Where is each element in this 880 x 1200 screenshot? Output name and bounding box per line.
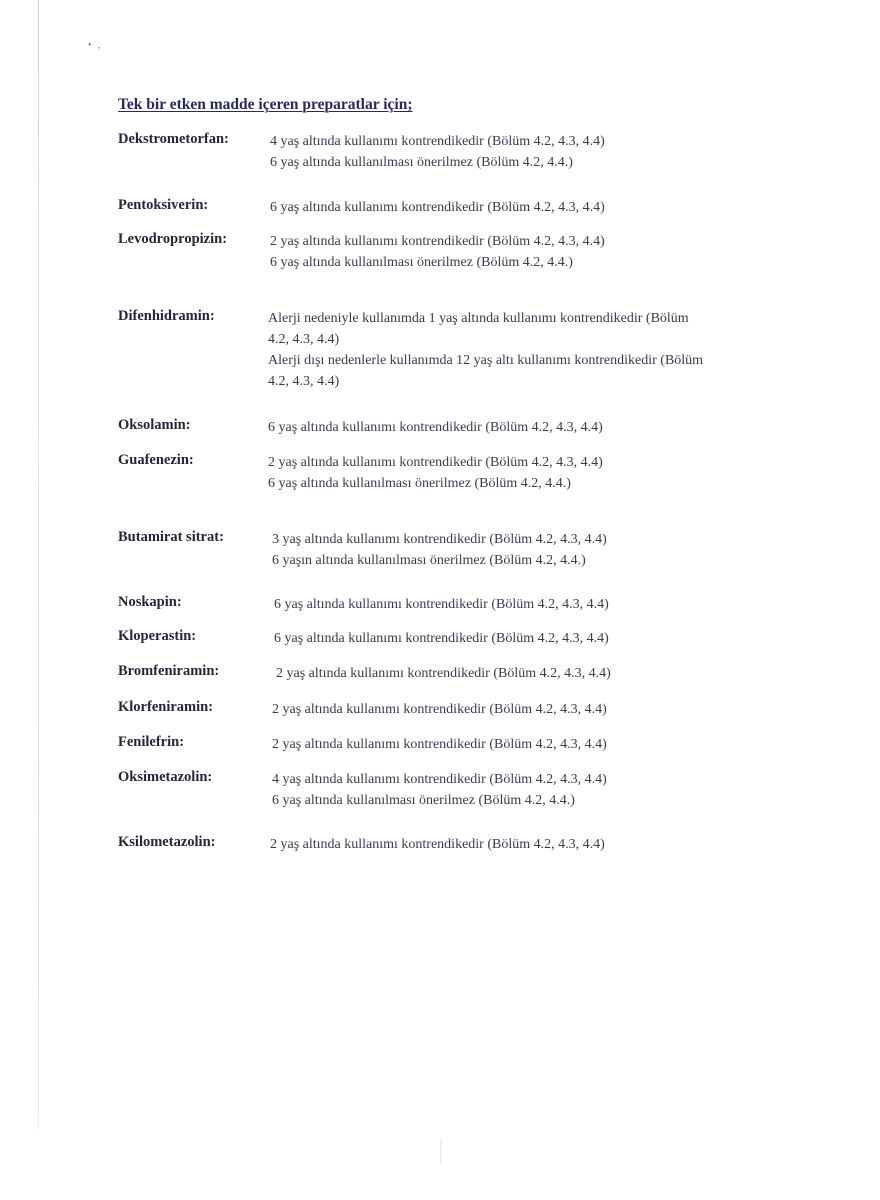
entry-label: Bromfeniramin: (118, 663, 220, 679)
description-line: 6 yaşın altında kullanılması önerilmez (Bölüm 4.2, 4.4.) (272, 553, 586, 568)
entry-description (274, 628, 794, 649)
entry-label: Pentoksiverin: (118, 197, 209, 213)
description-line: Alerji nedeniyle kullanımda 1 yaş altında kullanımı kontrendikedir (Bölüm (268, 311, 689, 326)
description-line: 6 yaş altında kullanımı kontrendikedir (Bölüm 4.2, 4.3, 4.4) (270, 200, 605, 215)
entry-label: Butamirat sitrat: (118, 529, 224, 545)
entry-label: Oksimetazolin: (118, 769, 213, 785)
description-line: 6 yaş altında kullanılması önerilmez (Bölüm 4.2, 4.4.) (270, 155, 573, 170)
entry-description (268, 452, 788, 494)
description-line: 4.2, 4.3, 4.4) (268, 332, 340, 347)
entry-label: Ksilometazolin: (118, 834, 216, 850)
description-line: 6 yaş altında kullanılması önerilmez (Bölüm 4.2, 4.4.) (268, 476, 571, 491)
entry-label: Klorfeniramin: (118, 699, 214, 715)
description-line: 2 yaş altında kullanımı kontrendikedir (Bölüm 4.2, 4.3, 4.4) (272, 702, 607, 717)
scan-specks: • , (88, 40, 103, 51)
description-line: 3 yaş altında kullanımı kontrendikedir (Bölüm 4.2, 4.3, 4.4) (272, 532, 607, 547)
description-line: 6 yaş altında kullanılması önerilmez (Bölüm 4.2, 4.4.) (272, 793, 575, 808)
entry-description (270, 834, 790, 855)
description-line: 6 yaş altında kullanımı kontrendikedir (Bölüm 4.2, 4.3, 4.4) (274, 597, 609, 612)
description-line: Alerji dışı nedenlerle kullanımda 12 yaş altı kullanımı kontrendikedir (Bölüm (268, 353, 704, 368)
entry-description (272, 734, 792, 755)
section-heading: Tek bir etken madde içeren preparatlar için; (118, 96, 413, 113)
description-line: 2 yaş altında kullanımı kontrendikedir (Bölüm 4.2, 4.3, 4.4) (272, 737, 607, 752)
left-margin-line (38, 0, 39, 1130)
description-line: 4.2, 4.3, 4.4) (268, 374, 340, 389)
entry-description (276, 663, 796, 684)
description-line: 2 yaş altında kullanımı kontrendikedir (Bölüm 4.2, 4.3, 4.4) (270, 837, 605, 852)
entry-description (270, 131, 790, 173)
entry-label: Difenhidramin: (118, 308, 215, 324)
description-line: 2 yaş altında kullanımı kontrendikedir (Bölüm 4.2, 4.3, 4.4) (268, 455, 603, 470)
entry-description (270, 231, 790, 273)
entry-label: Dekstrometorfan: (118, 131, 229, 147)
entry-label: Levodropropizin: (118, 231, 228, 247)
entry-description (272, 529, 792, 571)
description-line: 4 yaş altında kullanımı kontrendikedir (Bölüm 4.2, 4.3, 4.4) (270, 134, 605, 149)
description-line: 4 yaş altında kullanımı kontrendikedir (Bölüm 4.2, 4.3, 4.4) (272, 772, 607, 787)
entry-description (272, 769, 792, 811)
entry-description (274, 594, 794, 615)
entry-label: Oksolamin: (118, 417, 191, 433)
description-line: 6 yaş altında kullanımı kontrendikedir (Bölüm 4.2, 4.3, 4.4) (268, 420, 603, 435)
description-line: 2 yaş altında kullanımı kontrendikedir (Bölüm 4.2, 4.3, 4.4) (276, 666, 611, 681)
entry-description (270, 197, 790, 218)
description-line: 6 yaş altında kullanılması önerilmez (Bölüm 4.2, 4.4.) (270, 255, 573, 270)
entry-description (268, 417, 788, 438)
entry-description (268, 308, 788, 392)
entry-label: Noskapin: (118, 594, 182, 610)
description-line: 2 yaş altında kullanımı kontrendikedir (Bölüm 4.2, 4.3, 4.4) (270, 234, 605, 249)
entry-label: Guafenezin: (118, 452, 194, 468)
description-line: 6 yaş altında kullanımı kontrendikedir (Bölüm 4.2, 4.3, 4.4) (274, 631, 609, 646)
entry-label: Kloperastin: (118, 628, 197, 644)
scan-mark (440, 1138, 442, 1164)
entry-label: Fenilefrin: (118, 734, 185, 750)
entry-description (272, 699, 792, 720)
